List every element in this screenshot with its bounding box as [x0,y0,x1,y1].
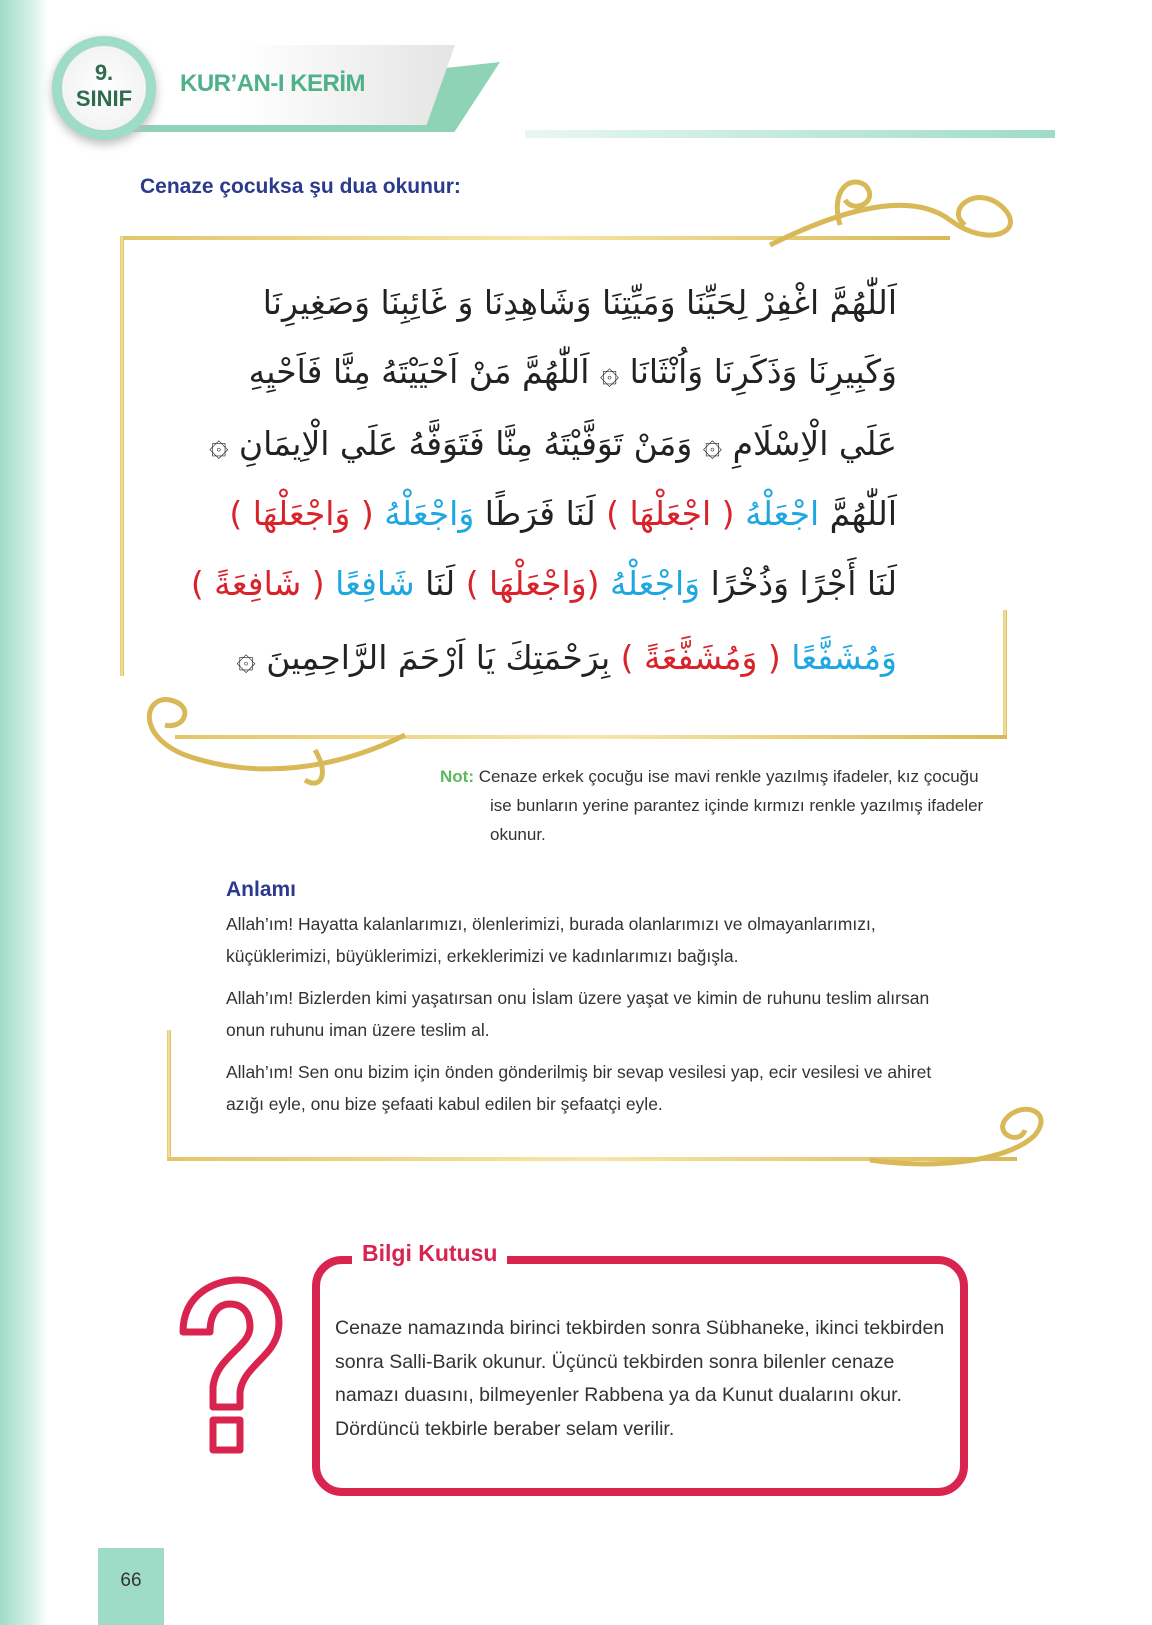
prayer-segment-red: ( وَاجْعَلْهَا ) [229,494,374,533]
gold-frame-right [1003,610,1007,738]
page-number: 66 [98,1548,164,1625]
gold-frame-left [167,1030,171,1160]
gold-swirl-ornament [115,680,415,790]
prayer-segment-blue: وَاجْعَلْهُ [610,564,701,603]
gold-swirl-ornament [860,1100,1060,1210]
grade-badge [52,36,156,140]
grade-number: 9. [94,60,114,85]
prayer-line [191,564,897,603]
prayer-line [249,352,897,391]
meaning-paragraph: Allah’ım! Hayatta kalanlarımızı, ölenlerimizi, burada olanlarımızı ve olmayanlarımızı, küçüklerimizi, büyüklerimizi, erkeklerimizi ve kadınlarımızı bağışla. [226,914,876,966]
prayer-segment-red: ( وَمُشَفَّعَةً ) [620,638,781,677]
prayer-segment-blue: وَاجْعَلْهُ [384,494,475,533]
prayer-segment-black: اَللّٰهُمَّ [829,494,897,533]
prayer-segment-blue: وَمُشَفَّعًا [791,638,897,677]
prayer-segment-black: وَكَبِيرِنَا وَذَكَرِنَا وَاُنْثَانَا ۞ اَللّٰهُمَّ مَنْ اَحْيَيْتَهُ مِنَّا فَاَحْيِهِ [248,352,897,391]
prayer-segment-blue: شَافِعًا [335,564,415,603]
meaning-heading: Anlamı [226,878,297,901]
header-rule [525,130,1055,138]
prayer-line [263,283,897,322]
prayer-segment-black: لَنَا فَرَطًا [484,494,596,533]
prayer-segment-red: (وَاجْعَلْهَا ) [465,564,600,603]
meaning-paragraph: Allah’ım! Sen onu bizim için önden gönderilmiş bir sevap vesilesi yap, ecir vesilesi ve ahiret azığı eyle, onu bize şefaati kabul edilen bir şefaatçi eyle. [226,1062,932,1114]
meaning-paragraph: Allah’ım! Bizlerden kimi yaşatırsan onu İslam üzere yaşat ve kimin de ruhunu teslim alırsan onun ruhunu iman üzere teslim al. [226,988,930,1040]
prayer-segment-blue: اجْعَلْهُ [745,494,820,533]
prayer-segment-black: بِرَحْمَتِكَ يَا اَرْحَمَ الرَّاحِمِينَ ۞ [236,638,611,677]
section-title: Cenaze çocuksa şu dua okunur: [140,175,461,198]
prayer-segment-red: ( اجْعَلْهَا ) [606,494,735,533]
prayer-line [209,424,897,463]
info-box-title: Bilgi Kutusu [352,1240,507,1267]
prayer-line [236,638,897,677]
gold-swirl-ornament [760,170,1020,280]
prayer-segment-black: لَنَا أَجْرًا وَذُخْرًا [710,564,897,603]
gold-frame-left [120,236,124,676]
grade-label: SINIF [75,86,133,111]
prayer-segment-red: ( شَافِعَةً ) [190,564,325,603]
info-box-text: Cenaze namazında birinci tekbirden sonra Sübhaneke, ikinci tekbirden sonra Salli-Barik okunur. Üçüncü tekbirden sonra bilenler cenaze namazı duasını, bilmeyenler Rabbena ya da Kunut dualarını okur. Dördüncü tekbirle beraber selam verilir. [335,1317,945,1440]
note-text: Cenaze erkek çocuğu ise mavi renkle yazılmış ifadeler, kız çocuğu ise bunların yerine parantez içinde kırmızı renkle yazılmış ifadeler okunur. [478,767,984,844]
prayer-segment-black: اَللّٰهُمَّ اغْفِرْ لِحَيِّنَا وَمَيِّتِنَا وَشَاهِدِنَا وَ غَائِبِنَا وَصَغِيرِنَا [262,283,897,322]
page-edge-strip [0,0,48,1625]
note [440,762,1000,849]
note-label: Not: [440,767,474,786]
prayer-line [229,494,897,533]
question-mark-icon [168,1272,293,1462]
prayer-segment-black: عَلَي الْاِسْلَامِ ۞ وَمَنْ تَوَفَّيْتَهُ مِنَّا فَتَوَفَّهُ عَلَي الْاِيمَانِ ۞ [209,424,897,463]
prayer-segment-black: لَنَا [425,564,456,603]
course-title: KUR’AN-I KERİM [180,70,365,97]
